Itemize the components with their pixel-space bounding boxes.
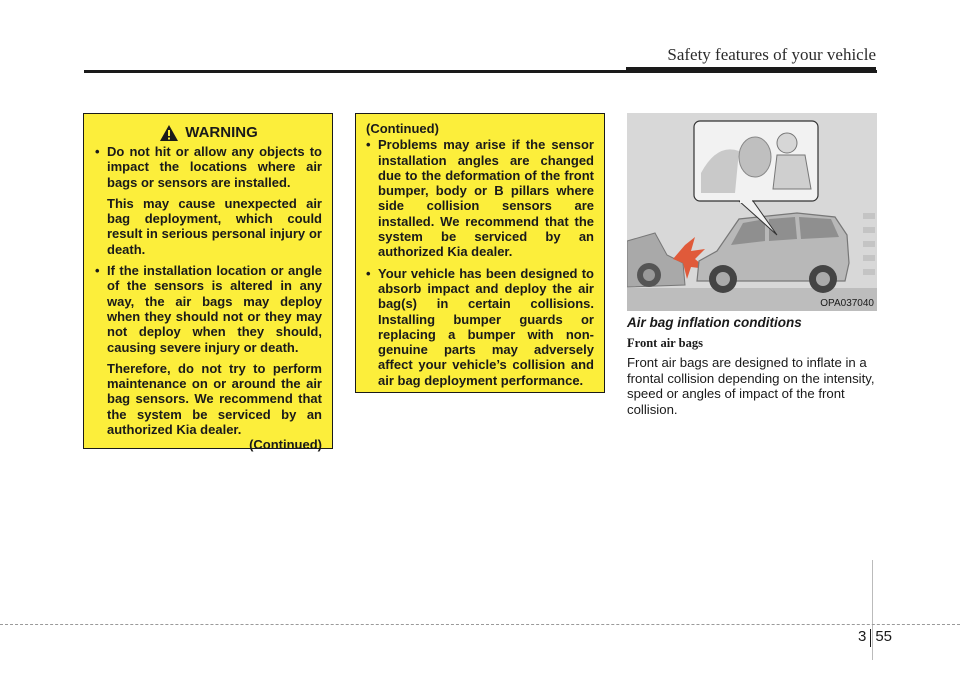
warning-item: • Do not hit or allow any objects to impact the locations where air bags or sensors are installed. — [95, 144, 322, 190]
chapter-number: 3 — [858, 628, 867, 645]
header-rule-accent — [626, 67, 876, 73]
section-body: Front air bags are designed to inflate in a frontal collision depending on the intensity, speed or angles of impact of the front collision. — [627, 355, 875, 417]
warning-item-text: Do not hit or allow any objects to impact the locations where air bags or sensors are installed. — [107, 144, 322, 190]
warning-item-text: If the installation location or angle of the sensors is altered in any way, the air bags may deploy when they should not or they may not deploy when they should, causing severe injury or death. — [107, 263, 322, 355]
page-number-value: 55 — [875, 628, 893, 645]
page-number-separator — [870, 629, 871, 647]
warning-heading — [95, 124, 322, 142]
continued-warning-box — [355, 113, 605, 393]
warning-heading-text: WARNING — [185, 124, 258, 142]
footer-rule — [0, 624, 960, 625]
section-title: Air bag inflation conditions — [627, 315, 802, 330]
warning-item: • If the installation location or angle of the sensors is altered in any way, the air bags may deploy when they should not or they may not deploy when they should, causing severe injury or death. — [95, 263, 322, 355]
warning-item-follow: Therefore, do not try to perform maintenance on or around the air bag sensors. We recommend that the system be serviced by an authorized Kia dealer. — [107, 360, 322, 438]
section-subtitle: Front air bags — [627, 336, 703, 350]
warning-item: • Problems may arise if the sensor installation angles are changed due to the deformation of the front bumper, body or B pillars where side collision sensors are installed. We recommend that the system be serviced by an authorized Kia dealer. — [366, 137, 594, 260]
airbag-section — [627, 315, 877, 417]
warning-item: • Your vehicle has been designed to absorb impact and deploy the air bag(s) in certain collisions. Installing bumper guards or replacing a bumper with non-genuine parts may adversely affect your vehicle’s collision and air bag deployment performance. — [366, 265, 594, 388]
page-number — [858, 628, 892, 647]
warning-box — [83, 113, 333, 453]
warning-item-text: Your vehicle has been designed to absorb impact and deploy the air bag(s) in certain collisions. Installing bumper guards or replacing a bumper with non-genuine parts may adversely affect your vehicle’s collision and air bag deployment performance. — [378, 265, 594, 388]
warning-triangle-icon — [159, 124, 179, 142]
continued-label: (Continued) — [366, 121, 439, 136]
figure-code: OPA037040 — [820, 298, 874, 309]
continued-label: (Continued) — [249, 437, 322, 453]
warning-item-follow: This may cause unexpected air bag deployment, which could result in serious personal injury or death. — [107, 195, 322, 257]
airbag-collision-illustration — [627, 113, 877, 311]
page-header-title: Safety features of your vehicle — [667, 45, 876, 64]
warning-item-text: Problems may arise if the sensor installation angles are changed due to the deformation of the front bumper, body or B pillars where side collision sensors are installed. We recommend that the system be serviced by an authorized Kia dealer. — [378, 137, 594, 260]
car-collision-image — [627, 113, 877, 311]
